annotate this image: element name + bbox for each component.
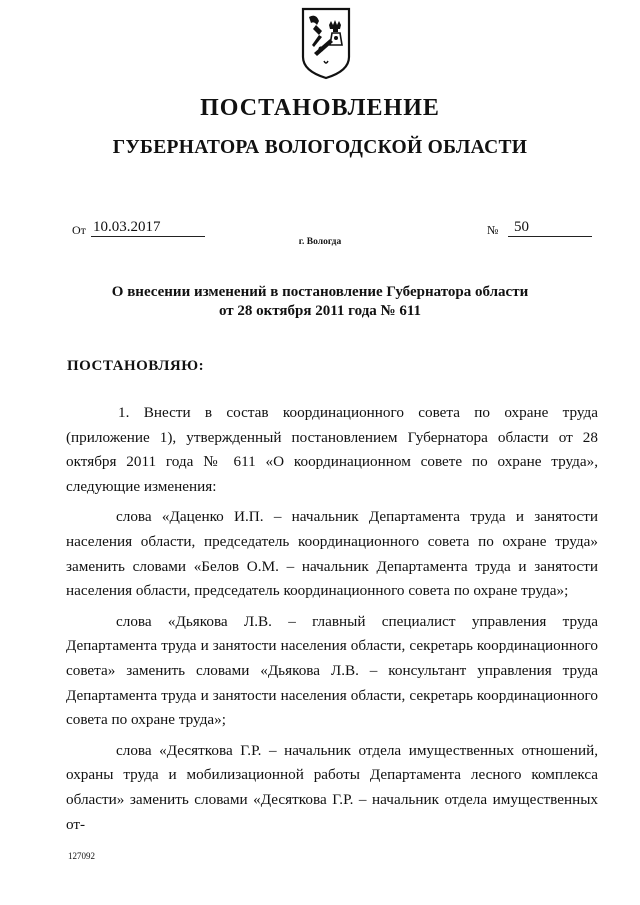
document-body: [66, 401, 598, 843]
body-paragraph-3: слова «Дьякова Л.В. – главный специалист управления труда Департамента труда и занятости населения области, секретарь координационного совета» заменить словами «Дьякова Л.В. – консультант управления труда Департамента труда и занятости населения области, секретарь координационного совета по охране труда»;: [66, 612, 598, 729]
document-subject: [0, 283, 640, 321]
subject-line-1: О внесении изменений в постановление Губернатора области: [111, 284, 529, 300]
coat-of-arms-icon: [300, 5, 352, 81]
body-paragraph-4: слова «Десяткова Г.Р. – начальник отдела имущественных отношений, охраны труда и мобилизационной работы Департамента лесного комплекса области» заменить словами «Десяткова Г.Р. – начальник отдела имущественных от-: [66, 741, 598, 833]
document-number: 50: [508, 219, 592, 237]
document-title: ПОСТАНОВЛЕНИЕ: [200, 95, 440, 121]
number-label: №: [487, 223, 499, 237]
body-paragraph-2: слова «Даценко И.П. – начальник Департамента труда и занятости населения области, председатель координационного совета по охране труда» заменить словами «Белов О.М. – начальник Департамента труда и занятости населения области, председатель координационного совета по охране труда»;: [66, 508, 598, 600]
date-label: От: [72, 223, 86, 237]
subject-line-2: от 28 октября 2011 года № 611: [218, 303, 422, 319]
city-name: г. Вологда: [298, 237, 342, 247]
body-paragraph-1: 1. Внести в состав координационного совета по охране труда (приложение 1), утвержденный постановлением Губернатора области от 28 октября 2011 года № 611 «О координационном совете по охране труда», следующие изменения:: [66, 404, 598, 495]
decree-heading: ПОСТАНОВЛЯЮ:: [67, 358, 205, 374]
document-date: 10.03.2017: [91, 219, 205, 237]
document-subtitle: ГУБЕРНАТОРА ВОЛОГОДСКОЙ ОБЛАСТИ: [112, 137, 528, 158]
document-code: 127092: [68, 851, 95, 861]
document-meta-row: [72, 219, 592, 239]
